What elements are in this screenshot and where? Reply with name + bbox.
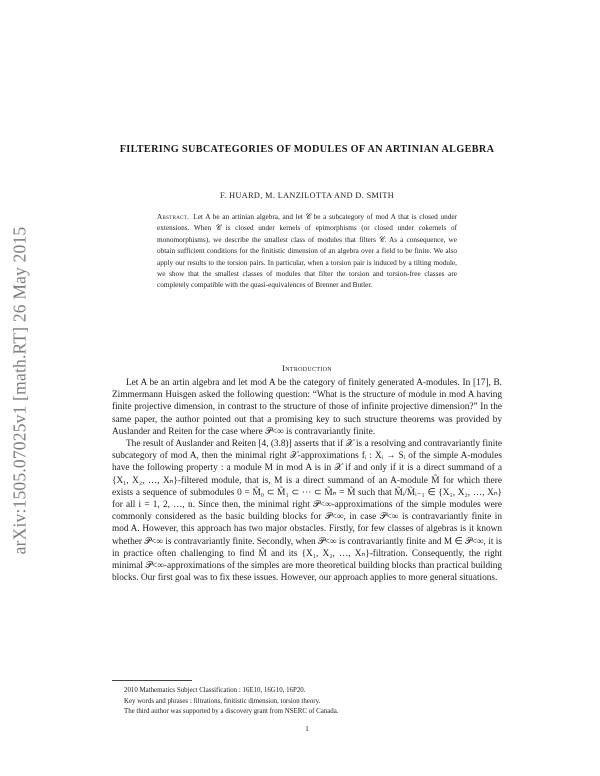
paper-title: FILTERING SUBCATEGORIES OF MODULES OF AN ARTINIAN ALGEBRA: [119, 144, 495, 155]
footnote-msc: 2010 Mathematics Subject Classification : 16E10, 16G10, 16P20.: [124, 687, 306, 694]
abstract-label: Abstract.: [157, 213, 190, 221]
footnote-funding: The third author was supported by a discovery grant from NSERC of Canada.: [124, 708, 339, 716]
section-heading-introduction: Introduction: [282, 363, 332, 373]
page-number: 1: [305, 724, 309, 733]
arxiv-identifier: arXiv:1505.07025v1 [math.RT] 26 May 2015: [9, 226, 30, 554]
paragraph: The result of Auslander and Reiten [4, (3.8)] asserts that if 𝒳 is a resolving and contravariantly finite subcategory of mod A, then the minimal right 𝒳-approximations fᵢ : Xᵢ → Sᵢ of the simple A-modules have the following property : a module M in mod A is in 𝒳 if and only if it is a direct summand of a {X₁, X₂, …, Xₙ}-filtered module, that is, M is a direct summand of an A-module M̃ for which there exists a sequence of submodules 0 = M̃₀ ⊂ M̃₁ ⊂ ⋯ ⊂ M̃ₙ = M̃ such that M̃ᵢ/M̃ᵢ₋₁ ∈ {X₁, X₂, …, Xₙ} for all i = 1, 2, …, n. Since then, the minimal right 𝒫<∞-approximations of the simple modules were commonly considered as the basic building blocks for 𝒫<∞, in case 𝒫<∞ is contravariantly finite in mod A. However, this approach has two major obstacles. Firstly, for few classes of algebras is it known whether 𝒫<∞ is contravariantly finite. Secondly, when 𝒫<∞ is contravariantly finite and M ∈ 𝒫<∞, it is in practice often challenging to find M̃ and its {X₁, X₂, …, Xₙ}-filtration. Consequently, the right minimal 𝒫<∞-approximations of the simples are more theoretical building blocks than practical building blocks. Our first goal was to fix these issues. However, our approach applies to more general situations.: [112, 439, 502, 584]
footnote-keywords: Key words and phrases : filtrations, finitistic dimension, torsion theory.: [124, 697, 321, 705]
footnotes: [112, 680, 502, 718]
abstract: [157, 212, 457, 292]
footnote-rule: [112, 680, 192, 681]
introduction-body: [112, 377, 502, 584]
paper-authors: F. HUARD, M. LANZILOTTA AND D. SMITH: [219, 191, 395, 200]
arxiv-side-stamp: [6, 185, 34, 595]
paragraph: Let A be an artin algebra and let mod A be the category of finitely generated A-modules. In [17], B. Zimmermann Huisgen asked the following question: “What is the structure of module in mod A having finite projective dimension, in contrast to the structure of those of infinite projective dimension?” In the same paper, the author pointed out that a promising key to such structure theorems was provided by Auslander and Reiten for the case where 𝒫<∞ is contravariantly finite.: [112, 378, 502, 437]
abstract-text: Let A be an artinian algebra, and let 𝒞 be a subcategory of mod A that is closed under extensions. When 𝒞 is closed under kernels of epimorphisms (or closed under cokernels of monomorphisms), we describe the smallest class of modules that filters 𝒞. As a consequence, we obtain sufficient conditions for the finitistic dimension of an algebra over a field to be finite. We also apply our results to the torsion pairs. In particular, when a torsion pair is induced by a tilting module, we show that the smallest classes of modules that filter the torsion and torsion-free classes are completely compatible with the quasi-equivalences of Brenner and Butler.: [157, 213, 457, 290]
